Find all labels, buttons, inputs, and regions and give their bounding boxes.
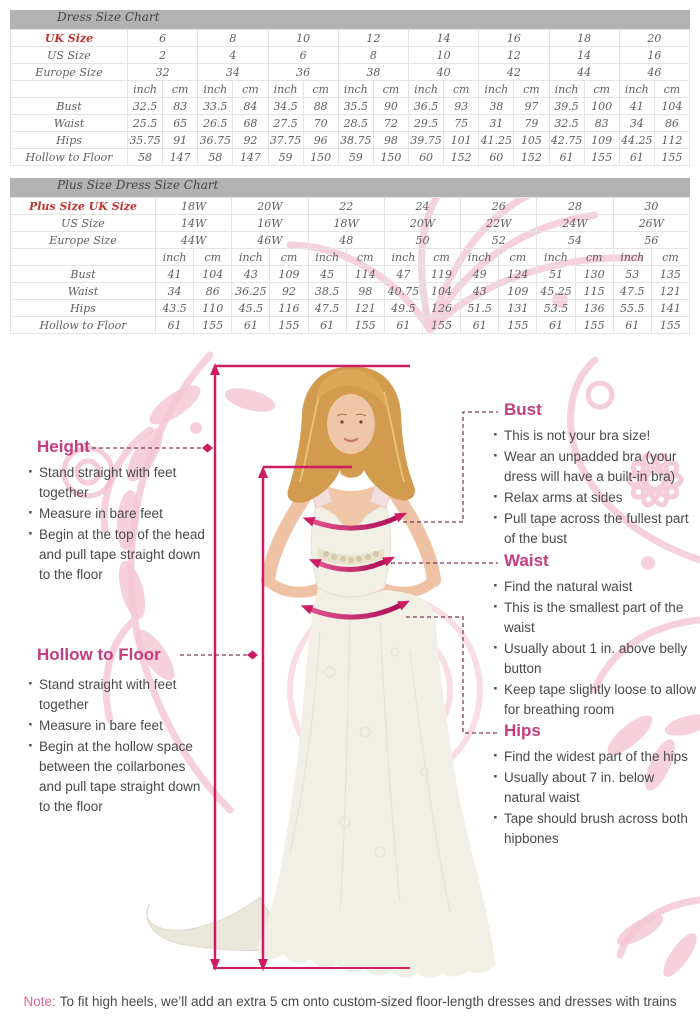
table-cell: 20 bbox=[619, 30, 689, 47]
table-cell: 121 bbox=[651, 283, 689, 300]
table-cell: US Size bbox=[11, 47, 128, 64]
table-cell: 104 bbox=[654, 98, 689, 115]
table-cell: 104 bbox=[422, 283, 460, 300]
girth-arrows bbox=[310, 517, 401, 617]
table-cell: 44.25 bbox=[621, 133, 653, 147]
table-cell: cm bbox=[346, 249, 384, 266]
table-cell: 41.25 bbox=[480, 133, 513, 147]
size-row bbox=[11, 30, 690, 47]
table-cell: 26.5 bbox=[198, 115, 233, 132]
table-cell: cm bbox=[270, 249, 308, 266]
guide-bullet: · Find the widest part of the hips bbox=[492, 747, 697, 767]
size-row bbox=[11, 64, 690, 81]
table-cell: 96 bbox=[303, 132, 338, 149]
table-cell: 155 bbox=[584, 149, 619, 166]
table-cell: 33.5 bbox=[198, 98, 233, 115]
table-cell: 47.5 bbox=[613, 283, 651, 300]
table-cell: 61 bbox=[461, 317, 499, 334]
table-cell: 84 bbox=[233, 98, 268, 115]
table-cell: 49 bbox=[461, 266, 499, 283]
guide-bullet: · Usually about 1 in. above belly button bbox=[492, 639, 700, 679]
table-cell: 49.5 bbox=[384, 300, 422, 317]
table-cell: Hollow to Floor bbox=[11, 317, 156, 334]
table-cell: 105 bbox=[514, 132, 549, 149]
table-cell: 45.5 bbox=[232, 300, 270, 317]
table-cell: 43 bbox=[461, 283, 499, 300]
guide-bullet: · Usually about 7 in. below natural waist bbox=[492, 768, 697, 808]
table-cell: 46W bbox=[232, 232, 308, 249]
table-cell: 121 bbox=[346, 300, 384, 317]
table-cell: 24 bbox=[384, 198, 460, 215]
table-cell: 39.75 bbox=[410, 133, 442, 147]
table-cell: 152 bbox=[514, 149, 549, 166]
guide-bullet: · Measure in bare feet bbox=[27, 504, 205, 524]
guide-waist-bullets bbox=[492, 577, 700, 720]
table-cell: Europe Size bbox=[11, 64, 128, 81]
table-cell: 75 bbox=[444, 115, 479, 132]
guide-bullet: · Stand straight with feet together bbox=[27, 463, 205, 503]
table-cell: 51.5 bbox=[461, 300, 499, 317]
table-cell: 34.5 bbox=[268, 98, 303, 115]
table-cell: 92 bbox=[233, 132, 268, 149]
table-cell: 98 bbox=[373, 132, 408, 149]
guide-bullet: · Tape should brush across both hipbones bbox=[492, 809, 697, 849]
table-cell: 12 bbox=[338, 30, 408, 47]
table-cell: 50 bbox=[384, 232, 460, 249]
guide-hollow-to-floor bbox=[27, 645, 205, 818]
table-cell: 38.5 bbox=[308, 283, 346, 300]
table-cell: 135 bbox=[651, 266, 689, 283]
waist-arrow bbox=[318, 561, 386, 570]
table-cell: 104 bbox=[194, 266, 232, 283]
table-cell: 43.5 bbox=[156, 300, 194, 317]
table-cell: 61 bbox=[308, 317, 346, 334]
note-text: To fit high heels, we’ll add an extra 5 cm onto custom-sized floor-length dresses and dresses with trains bbox=[59, 994, 677, 1009]
guide-bust-bullets bbox=[492, 426, 700, 549]
table-cell: 116 bbox=[270, 300, 308, 317]
table-cell: 4 bbox=[198, 47, 268, 64]
table-cell: 16 bbox=[479, 30, 549, 47]
table-cell: 28.5 bbox=[338, 115, 373, 132]
height-and-hollow-lines bbox=[213, 366, 410, 968]
table-cell: 100 bbox=[584, 98, 619, 115]
table-cell: 58 bbox=[128, 149, 163, 166]
table-cell: 34 bbox=[198, 64, 268, 81]
table-cell: 36 bbox=[268, 64, 338, 81]
table-cell: inch bbox=[384, 249, 422, 266]
table-cell: cm bbox=[654, 81, 689, 98]
table-cell: 124 bbox=[499, 266, 537, 283]
table-cell: 41 bbox=[619, 98, 654, 115]
table-cell: 51 bbox=[537, 266, 575, 283]
guide-bust-title: Bust bbox=[504, 400, 542, 419]
table-cell: cm bbox=[303, 81, 338, 98]
table-cell: cm bbox=[444, 81, 479, 98]
table-cell: 60 bbox=[409, 149, 444, 166]
table-cell: 61 bbox=[549, 149, 584, 166]
table-cell: inch bbox=[613, 249, 651, 266]
table-cell: 86 bbox=[654, 115, 689, 132]
table-cell: inch bbox=[268, 81, 303, 98]
table-cell: 155 bbox=[575, 317, 613, 334]
table-cell: cm bbox=[499, 249, 537, 266]
bust-connector bbox=[403, 412, 498, 522]
table-cell: inch bbox=[198, 81, 233, 98]
standard-size-table bbox=[10, 29, 690, 166]
size-row bbox=[11, 215, 690, 232]
table-cell: cm bbox=[584, 81, 619, 98]
table-cell: 26 bbox=[461, 198, 537, 215]
measure-row bbox=[11, 149, 690, 166]
table-cell: 14 bbox=[409, 30, 479, 47]
table-cell: inch bbox=[409, 81, 444, 98]
table-cell: cm bbox=[514, 81, 549, 98]
table-cell: 155 bbox=[422, 317, 460, 334]
footer-note bbox=[0, 994, 700, 1009]
table-cell bbox=[11, 81, 128, 98]
table-cell: 45.25 bbox=[537, 283, 575, 300]
table-cell: inch bbox=[461, 249, 499, 266]
table-cell: 83 bbox=[163, 98, 198, 115]
guide-bullet: · Measure in bare feet bbox=[27, 716, 205, 736]
bust-arrow bbox=[312, 517, 398, 528]
table-cell: 109 bbox=[270, 266, 308, 283]
table-cell: 22 bbox=[308, 198, 384, 215]
table-cell: Plus Size UK Size bbox=[11, 198, 156, 215]
measure-row bbox=[11, 132, 690, 149]
table-cell: 91 bbox=[163, 132, 198, 149]
table-cell: 18W bbox=[156, 198, 232, 215]
table-cell: 32.5 bbox=[549, 115, 584, 132]
table-cell: 88 bbox=[303, 98, 338, 115]
guide-height-title: Height bbox=[37, 437, 90, 456]
measure-row bbox=[11, 98, 690, 115]
table-cell: 114 bbox=[346, 266, 384, 283]
table-cell: 37.75 bbox=[269, 133, 302, 147]
table-cell: 61 bbox=[537, 317, 575, 334]
table-cell: 35.5 bbox=[338, 98, 373, 115]
table-cell: 39.5 bbox=[549, 98, 584, 115]
hips-arrow bbox=[310, 605, 401, 617]
table-cell: 42 bbox=[479, 64, 549, 81]
table-cell: 155 bbox=[499, 317, 537, 334]
table-cell: 155 bbox=[651, 317, 689, 334]
table-cell: 8 bbox=[338, 47, 408, 64]
table-cell: 34 bbox=[156, 283, 194, 300]
table-cell: Europe Size bbox=[11, 232, 156, 249]
table-cell: 36.5 bbox=[409, 98, 444, 115]
table-cell: 79 bbox=[514, 115, 549, 132]
table-cell: 112 bbox=[654, 132, 689, 149]
table-cell: 10 bbox=[409, 47, 479, 64]
hips-connector bbox=[406, 617, 498, 733]
table-cell: inch bbox=[537, 249, 575, 266]
table-cell: inch bbox=[156, 249, 194, 266]
table-cell: 28 bbox=[537, 198, 613, 215]
table-cell: 20W bbox=[232, 198, 308, 215]
table-cell: 61 bbox=[613, 317, 651, 334]
table-cell: inch bbox=[619, 81, 654, 98]
table-cell: 68 bbox=[233, 115, 268, 132]
table-cell: 92 bbox=[270, 283, 308, 300]
unit-row bbox=[11, 81, 690, 98]
table-cell: 43 bbox=[232, 266, 270, 283]
table-cell: 53 bbox=[613, 266, 651, 283]
table-cell: 29.5 bbox=[409, 115, 444, 132]
table-cell: 34 bbox=[619, 115, 654, 132]
size-row bbox=[11, 232, 690, 249]
table-cell: 130 bbox=[575, 266, 613, 283]
table-cell: 2 bbox=[128, 47, 198, 64]
table-cell: Hips bbox=[11, 132, 128, 149]
table-cell: 27.5 bbox=[268, 115, 303, 132]
table-cell: 155 bbox=[346, 317, 384, 334]
guide-hips-bullets bbox=[492, 747, 697, 849]
table-cell: 152 bbox=[444, 149, 479, 166]
table-cell: 141 bbox=[651, 300, 689, 317]
table-cell: 110 bbox=[194, 300, 232, 317]
table-cell: 38.75 bbox=[340, 133, 372, 147]
standard-chart-title: Dress Size Chart bbox=[10, 10, 690, 29]
table-cell: Waist bbox=[11, 115, 128, 132]
guide-bullet: · Keep tape slightly loose to allow for breathing room bbox=[492, 680, 700, 720]
table-cell: 101 bbox=[444, 132, 479, 149]
table-cell: 18W bbox=[308, 215, 384, 232]
table-cell: 35.75 bbox=[129, 133, 161, 147]
table-cell: cm bbox=[373, 81, 408, 98]
table-cell: 59 bbox=[338, 149, 373, 166]
table-cell: 16W bbox=[232, 215, 308, 232]
table-cell: 70 bbox=[303, 115, 338, 132]
measure-row bbox=[11, 317, 690, 334]
table-cell: 61 bbox=[384, 317, 422, 334]
table-cell: 97 bbox=[514, 98, 549, 115]
table-cell: 25.5 bbox=[128, 115, 163, 132]
table-cell: 126 bbox=[422, 300, 460, 317]
table-cell: 61 bbox=[156, 317, 194, 334]
table-cell: 155 bbox=[270, 317, 308, 334]
guide-waist-title: Waist bbox=[504, 551, 549, 570]
table-cell: 61 bbox=[232, 317, 270, 334]
standard-size-chart bbox=[10, 10, 690, 166]
table-cell: 150 bbox=[373, 149, 408, 166]
table-cell: 93 bbox=[444, 98, 479, 115]
table-cell: 98 bbox=[346, 283, 384, 300]
note-label: Note: bbox=[23, 994, 56, 1009]
table-cell: 6 bbox=[128, 30, 198, 47]
table-cell: 32 bbox=[128, 64, 198, 81]
plus-size-table bbox=[10, 197, 690, 334]
table-cell: inch bbox=[308, 249, 346, 266]
table-cell: cm bbox=[575, 249, 613, 266]
table-cell: 53.5 bbox=[537, 300, 575, 317]
table-cell: 47 bbox=[384, 266, 422, 283]
table-cell: 61 bbox=[619, 149, 654, 166]
table-cell: cm bbox=[422, 249, 460, 266]
table-cell: 54 bbox=[537, 232, 613, 249]
table-cell bbox=[11, 249, 156, 266]
measure-row bbox=[11, 266, 690, 283]
measure-row bbox=[11, 300, 690, 317]
table-cell: 16 bbox=[619, 47, 689, 64]
table-cell: 40.75 bbox=[384, 283, 422, 300]
measure-row bbox=[11, 283, 690, 300]
table-cell: 72 bbox=[373, 115, 408, 132]
guide-height-bullets bbox=[27, 463, 205, 585]
table-cell: 42.75 bbox=[550, 133, 583, 147]
table-cell: 58 bbox=[198, 149, 233, 166]
table-cell: 38 bbox=[479, 98, 514, 115]
guide-bust bbox=[492, 400, 700, 550]
table-cell: 55.5 bbox=[613, 300, 651, 317]
table-cell: 147 bbox=[233, 149, 268, 166]
size-row bbox=[11, 198, 690, 215]
table-cell: 59 bbox=[268, 149, 303, 166]
table-cell: 41 bbox=[156, 266, 194, 283]
table-cell: 131 bbox=[499, 300, 537, 317]
guide-bullet: · Begin at the top of the head and pull tape straight down to the floor bbox=[27, 525, 205, 585]
table-cell: 115 bbox=[575, 283, 613, 300]
measure-row bbox=[11, 115, 690, 132]
plus-chart-title: Plus Size Dress Size Chart bbox=[10, 178, 690, 197]
guide-bullet: · Wear an unpadded bra (your dress will have a built-in bra) bbox=[492, 447, 700, 487]
table-cell: 26W bbox=[613, 215, 689, 232]
table-cell: Bust bbox=[11, 266, 156, 283]
table-cell: 150 bbox=[303, 149, 338, 166]
table-cell: 14 bbox=[549, 47, 619, 64]
guide-hollow-title: Hollow to Floor bbox=[37, 645, 161, 664]
guide-bullet: · Find the natural waist bbox=[492, 577, 700, 597]
table-cell: 136 bbox=[575, 300, 613, 317]
table-cell: inch bbox=[338, 81, 373, 98]
table-cell: UK Size bbox=[11, 30, 128, 47]
table-cell: US Size bbox=[11, 215, 156, 232]
table-cell: Waist bbox=[11, 283, 156, 300]
size-row bbox=[11, 47, 690, 64]
table-cell: 45 bbox=[308, 266, 346, 283]
table-cell: 52 bbox=[461, 232, 537, 249]
table-cell: 36.75 bbox=[199, 133, 232, 147]
table-cell: 40 bbox=[409, 64, 479, 81]
table-cell: Hips bbox=[11, 300, 156, 317]
table-cell: 14W bbox=[156, 215, 232, 232]
table-cell: 155 bbox=[194, 317, 232, 334]
table-cell: cm bbox=[194, 249, 232, 266]
table-cell: Bust bbox=[11, 98, 128, 115]
plus-size-chart bbox=[10, 178, 690, 334]
guide-bullet: · This is not your bra size! bbox=[492, 426, 700, 446]
table-cell: 32.5 bbox=[128, 98, 163, 115]
table-cell: 10 bbox=[268, 30, 338, 47]
table-cell: cm bbox=[651, 249, 689, 266]
table-cell: 46 bbox=[619, 64, 689, 81]
table-cell: 18 bbox=[549, 30, 619, 47]
table-cell: inch bbox=[128, 81, 163, 98]
table-cell: 44W bbox=[156, 232, 232, 249]
table-cell: 109 bbox=[584, 132, 619, 149]
table-cell: 83 bbox=[584, 115, 619, 132]
table-cell: inch bbox=[232, 249, 270, 266]
table-cell: 109 bbox=[499, 283, 537, 300]
table-cell: cm bbox=[163, 81, 198, 98]
table-cell: 48 bbox=[308, 232, 384, 249]
table-cell: cm bbox=[233, 81, 268, 98]
table-cell: 22W bbox=[461, 215, 537, 232]
table-cell: 20W bbox=[384, 215, 460, 232]
guide-waist bbox=[492, 551, 700, 721]
table-cell: 60 bbox=[479, 149, 514, 166]
table-cell: 56 bbox=[613, 232, 689, 249]
table-cell: inch bbox=[479, 81, 514, 98]
table-cell: 147 bbox=[163, 149, 198, 166]
table-cell: Hollow to Floor bbox=[11, 149, 128, 166]
guide-hollow-bullets bbox=[27, 675, 205, 817]
guide-bullet: · Stand straight with feet together bbox=[27, 675, 205, 715]
table-cell: 24W bbox=[537, 215, 613, 232]
guide-bullet: · Begin at the hollow space between the collarbones and pull tape straight down to the floor bbox=[27, 737, 205, 817]
table-cell: 155 bbox=[654, 149, 689, 166]
table-cell: 90 bbox=[373, 98, 408, 115]
table-cell: 12 bbox=[479, 47, 549, 64]
table-cell: 6 bbox=[268, 47, 338, 64]
table-cell: 119 bbox=[422, 266, 460, 283]
unit-row bbox=[11, 249, 690, 266]
guide-height bbox=[27, 437, 205, 586]
guide-hips-title: Hips bbox=[504, 721, 541, 740]
table-cell: 31 bbox=[479, 115, 514, 132]
table-cell: 30 bbox=[613, 198, 689, 215]
table-cell: 47.5 bbox=[308, 300, 346, 317]
table-cell: 8 bbox=[198, 30, 268, 47]
guide-hips bbox=[492, 721, 697, 850]
table-cell: 36.25 bbox=[232, 283, 270, 300]
table-cell: inch bbox=[549, 81, 584, 98]
guide-bullet: · This is the smallest part of the waist bbox=[492, 598, 700, 638]
table-cell: 65 bbox=[163, 115, 198, 132]
table-cell: 44 bbox=[549, 64, 619, 81]
guide-bullet: · Relax arms at sides bbox=[492, 488, 700, 508]
guide-bullet: · Pull tape across the fullest part of the bust bbox=[492, 509, 700, 549]
table-cell: 86 bbox=[194, 283, 232, 300]
table-cell: 38 bbox=[338, 64, 408, 81]
